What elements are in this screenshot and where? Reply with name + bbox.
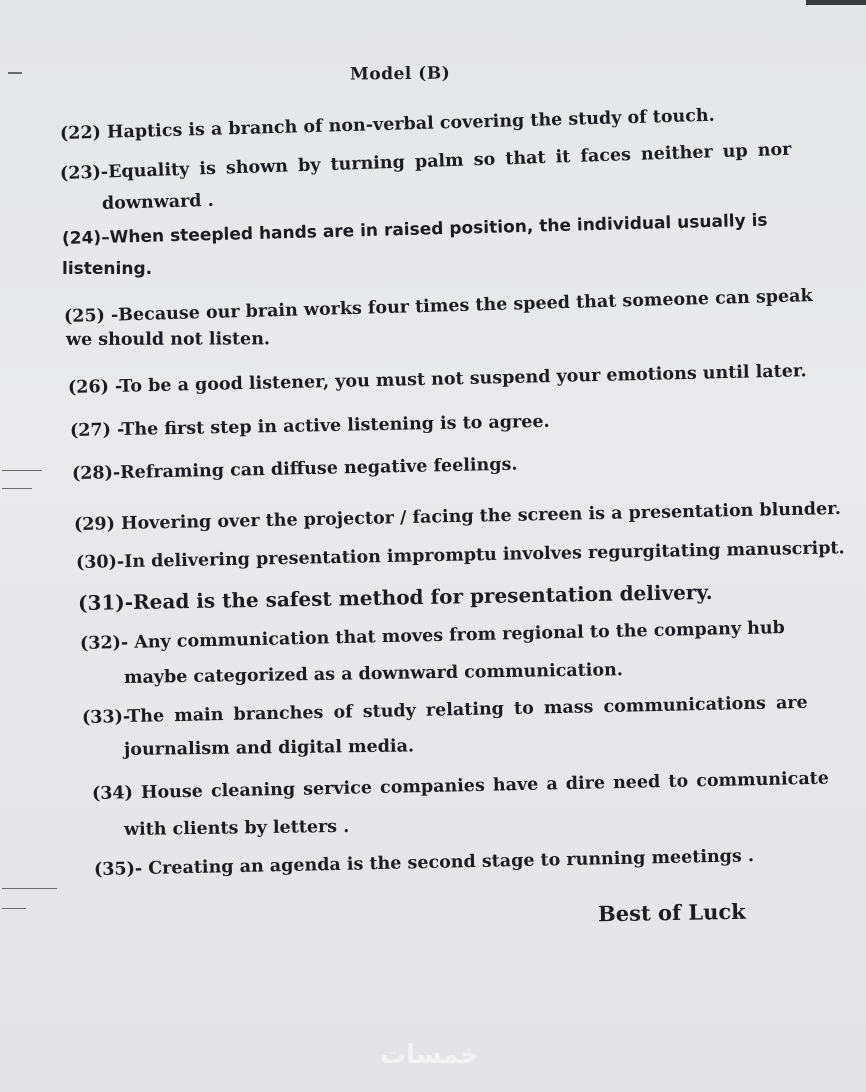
question-22: (22) Haptics is a branch of non-verbal covering the study of touch. <box>59 105 715 144</box>
question-23-cont: downward . <box>101 190 214 214</box>
margin-mark <box>2 470 42 471</box>
question-24: (24)–When steepled hands are in raised position, the individual usually is <box>61 210 768 249</box>
question-34-cont: with clients by letters . <box>123 816 350 840</box>
question-32-cont: maybe categorized as a downward communication. <box>123 660 624 688</box>
margin-mark <box>8 72 22 74</box>
margin-mark <box>2 888 57 889</box>
question-23: (23)-Equality is shown by turning palm so that it faces neither up nor <box>59 139 792 184</box>
question-33: (33)-The main branches of study relating to mass communications are <box>81 692 808 728</box>
question-28: (28)-Reframing can diffuse negative feelings. <box>71 454 518 484</box>
question-27: (27) -The first step in active listening is to agree. <box>69 411 550 441</box>
question-34: (34) House cleaning service companies have a dire need to communicate <box>91 768 830 804</box>
question-25: (25) -Because our brain works four times the speed that someone can speak <box>63 286 813 327</box>
question-30: (30)-In delivering presentation impromptu involves regurgitating manuscript. <box>75 538 845 573</box>
question-24-cont: listening. <box>62 259 153 279</box>
page-title: Model (B) <box>349 63 451 85</box>
question-29: (29) Hovering over the projector / facing the screen is a presentation blunder. <box>73 498 842 535</box>
question-32: (32)- Any communication that moves from regional to the company hub <box>79 618 786 654</box>
closing-note: Best of Luck <box>597 898 746 927</box>
question-26: (26) -To be a good listener, you must not suspend your emotions until later. <box>67 361 807 398</box>
margin-mark <box>2 488 32 489</box>
margin-mark <box>2 908 26 909</box>
watermark: خمسات <box>380 1040 479 1070</box>
question-33-cont: journalism and digital media. <box>123 736 415 760</box>
question-35: (35)- Creating an agenda is the second stage to running meetings . <box>93 846 755 880</box>
question-31: (31)-Read is the safest method for presentation delivery. <box>77 579 713 615</box>
question-25-cont: we should not listen. <box>65 329 271 350</box>
corner-shadow <box>806 0 866 5</box>
